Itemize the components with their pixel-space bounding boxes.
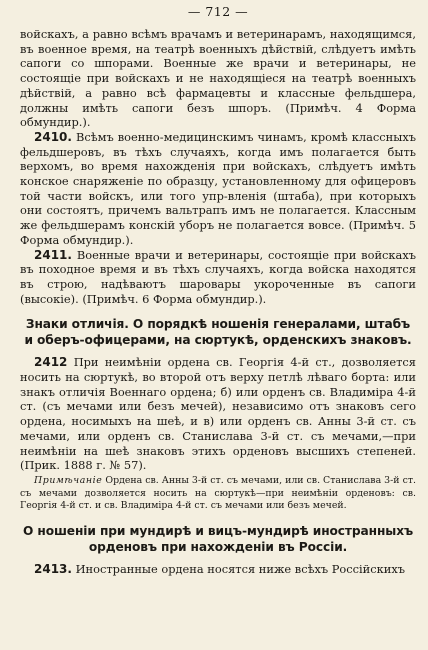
section-heading-foreign-orders: О ношеніи при мундирѣ и вицъ-мундирѣ иностранныхъ орденовъ при нахожденіи въ Россіи. [22,523,414,554]
article-text: Всѣмъ военно-медицинскимъ чинамъ, кромѣ классныхъ фельдшеровъ, въ тѣхъ случаяхъ, когда имъ полагается быть верхомъ, во время нахожденія при войскахъ, слѣдуетъ имѣть конское снаряженіе по образцу, установленному для офицеровъ той части войскъ, или того упр-вленія (штаба), при которыхъ они состоятъ, причемъ вальтрапъ имъ не полагается. Классным же фельдшерамъ конскій уборъ не полагается вовсе. (Примѣч. 5 Форма обмундир.). [20,129,416,247]
paragraph-continuation: войскахъ, а равно всѣмъ врачамъ и ветеринарамъ, находящимся, въ военное время, на театрѣ военныхъ дѣйствій, слѣдуетъ имѣть сапоги со шпорами. Военные же врачи и ветеринары, не состоящіе при войскахъ и не находящіеся на театрѣ военныхъ дѣйствій, а равно всѣ фармацевты и классные фельдшера, должны имѣть сапоги безъ шпоръ. (Примѣч. 4 Форма обмундир.). [20,27,416,130]
article-2411 [20,248,416,307]
article-text: Военные врачи и ветеринары, состоящіе при войскахъ въ походное время и въ тѣхъ случаяхъ, когда войска находятся въ строю, надѣваютъ шаровары укороченные въ сапоги (высокіе). (Примѣч. 6 Форма обмундир.). [20,247,416,306]
article-text: При неимѣніи ордена св. Георгія 4-й ст., дозволяется носить на сюртукѣ, во второй отъ верху петлѣ лѣваго борта: или знакъ отличія Военнаго ордена; б) или орденъ св. Владиміра 4-й ст. (съ мечами или безъ мечей), независимо отъ знаковъ сего ордена, носимыхъ на шеѣ, и в) или орденъ св. Анны 3-й ст. съ мечами, или орденъ св. Станислава 3-й ст. съ мечами,—при неимѣніи на шеѣ знаковъ этихъ орденовъ высшихъ степеней. (Прик. 1888 г. № 57). [20,355,416,473]
article-number: 2411. [34,247,72,262]
article-text: Иностранные ордена носятся ниже всѣхъ Россійскихъ [75,561,406,576]
note-label: Примѣчаніе [34,474,103,486]
article-2412 [20,355,416,473]
article-number: 2410. [34,129,72,144]
note-text: Ордена св. Анны 3-й ст. съ мечами, или св. Станислава 3-й ст. съ мечами дозволяется носить на сюртукѣ—при неимѣніи орденовъ: св. Георгія 4-й ст. и св. Владиміра 4-й ст. съ мечами или безъ мечей. [20,474,416,512]
page-number: — 712 — [187,4,249,19]
footnote [20,475,416,513]
article-number: 2412 [34,355,68,370]
section-heading-insignia: Знаки отличія. О порядкѣ ношенія генералами, штабъ и оберъ-офицерами, на сюртукѣ, орденскихъ знаковъ. [24,317,412,348]
article-number: 2413. [34,561,72,576]
article-2410 [20,130,416,248]
article-2413 [20,562,416,577]
